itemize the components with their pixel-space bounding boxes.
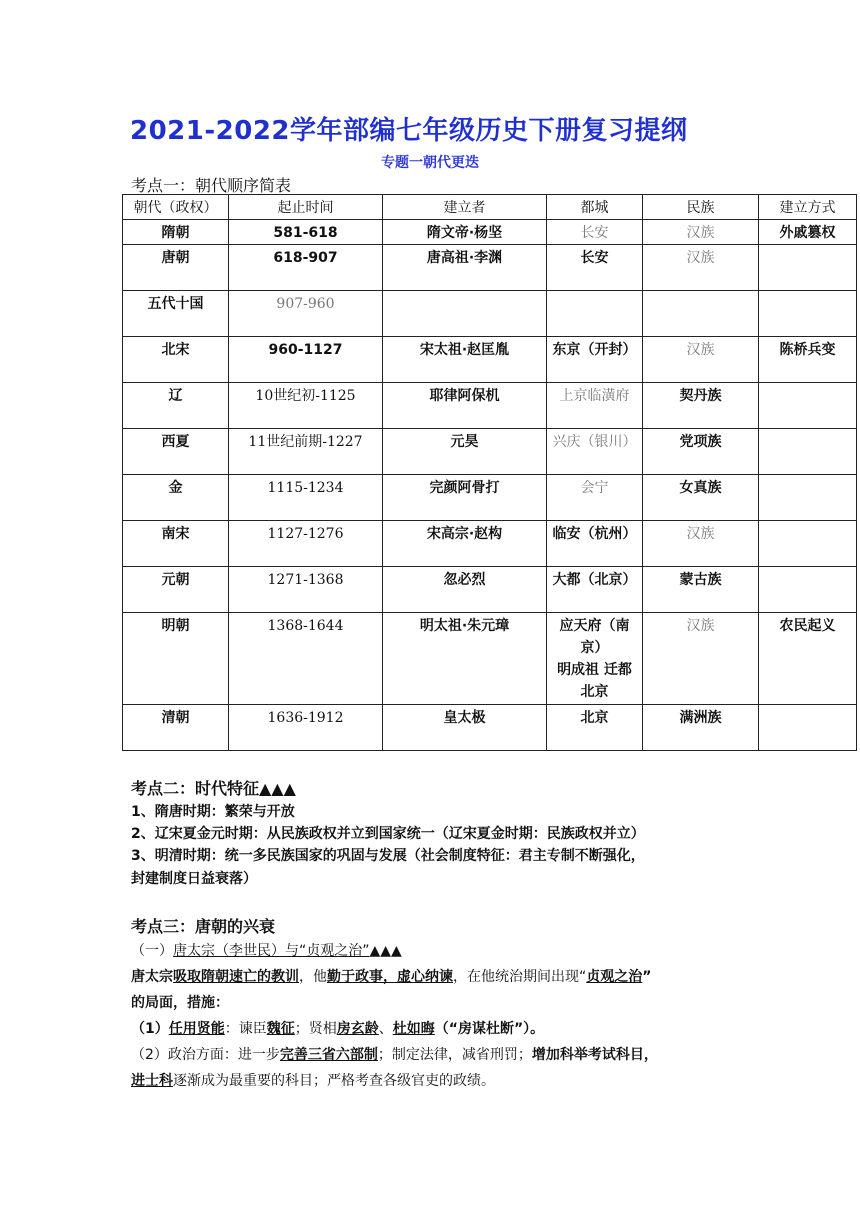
cell-capital: [547, 613, 643, 705]
cell-time: 1368-1644: [229, 613, 383, 705]
cell-ethnic: 党项族: [643, 429, 759, 475]
header-ethnic: 民族: [643, 195, 759, 220]
p2-g: 、: [378, 1021, 393, 1037]
cell-founder: 元昊: [383, 429, 547, 475]
kaodian2-item: 2、辽宋夏金元时期：从民族政权并立到国家统一（辽宋夏金时期：民族政权并立）: [131, 826, 645, 842]
paragraph-4: [131, 1070, 495, 1092]
cell-method: [759, 245, 857, 291]
cell-dynasty: 元朝: [123, 567, 229, 613]
cell-ethnic: 汉族: [643, 245, 759, 291]
cell-dynasty: 清朝: [123, 705, 229, 751]
header-capital: 都城: [547, 195, 643, 220]
cell-capital: 长安: [547, 220, 643, 245]
header-dynasty: 朝代（政权）: [123, 195, 229, 220]
cell-method: [759, 521, 857, 567]
cell-ethnic: 蒙古族: [643, 567, 759, 613]
p2-i: （“房谋杜断”）。: [434, 1021, 545, 1037]
capital-nanjing: 应天府（南京）: [559, 618, 630, 656]
cell-founder: [383, 291, 547, 337]
cell-method: [759, 291, 857, 337]
table-header-row: [123, 195, 857, 220]
cell-ethnic: 契丹族: [643, 383, 759, 429]
p1-c: ，他: [299, 969, 327, 985]
cell-capital: 临安（杭州）: [547, 521, 643, 567]
cell-method: 农民起义: [759, 613, 857, 705]
capital-beijing-move: 明成祖 迁都北京: [557, 662, 632, 700]
table-row: [123, 383, 857, 429]
sub-title: 唐太宗（李世民）与“贞观之治”: [173, 943, 370, 959]
cell-time: 960-1127: [229, 337, 383, 383]
cell-time: 1127-1276: [229, 521, 383, 567]
p1-d: 勤于政事，虚心纳谏: [327, 969, 453, 985]
cell-capital: 大都（北京）: [547, 567, 643, 613]
p1-g: ”: [642, 969, 652, 985]
cell-capital: 北京: [547, 705, 643, 751]
cell-ethnic: [643, 291, 759, 337]
p3-b: 完善三省六部制: [279, 1047, 378, 1063]
paragraph-2: [131, 1018, 544, 1040]
cell-time: 1271-1368: [229, 567, 383, 613]
cell-time: 618-907: [229, 245, 383, 291]
table-row: [123, 475, 857, 521]
kaodian2-item: 1、隋唐时期：繁荣与开放: [131, 804, 295, 820]
cell-founder: 明太祖·朱元璋: [383, 613, 547, 705]
cell-capital: 会宁: [547, 475, 643, 521]
cell-dynasty: 五代十国: [123, 291, 229, 337]
kaodian3-heading: 考点三：唐朝的兴衰: [131, 917, 276, 936]
p2-h: 杜如晦: [392, 1021, 435, 1037]
importance-markers: ▲▲▲: [369, 943, 402, 959]
p2-a: （1）: [131, 1021, 169, 1037]
document-title: 2021-2022学年部编七年级历史下册复习提纲: [130, 116, 688, 146]
cell-capital: 东京（开封）: [547, 337, 643, 383]
p2-d: 魏征: [266, 1021, 295, 1037]
table-row: [123, 429, 857, 475]
p1-e: ，在他统治期间出现“: [453, 969, 587, 985]
cell-capital: [547, 291, 643, 337]
header-method: 建立方式: [759, 195, 857, 220]
cell-time: 1115-1234: [229, 475, 383, 521]
cell-founder: 忽必烈: [383, 567, 547, 613]
header-time: 起止时间: [229, 195, 383, 220]
p2-b: 任用贤能: [168, 1021, 225, 1037]
table-row: [123, 567, 857, 613]
table-row: [123, 705, 857, 751]
cell-dynasty: 金: [123, 475, 229, 521]
kaodian2-heading: 考点二：时代特征▲▲▲: [131, 779, 296, 798]
paragraph-1-cont: 的局面，措施：: [131, 995, 229, 1011]
kaodian2-item: 封建制度日益衰落）: [131, 871, 257, 887]
cell-founder: 耶律阿保机: [383, 383, 547, 429]
cell-dynasty: 唐朝: [123, 245, 229, 291]
cell-ethnic: 汉族: [643, 613, 759, 705]
table-row: [123, 245, 857, 291]
cell-founder: 宋高宗·赵构: [383, 521, 547, 567]
cell-ethnic: 满洲族: [643, 705, 759, 751]
dynasty-table: [122, 194, 857, 751]
paragraph-3: [131, 1044, 658, 1066]
cell-ethnic: 汉族: [643, 337, 759, 383]
p3-d: 增加科举考试科目，: [531, 1047, 658, 1063]
cell-method: [759, 567, 857, 613]
cell-founder: 隋文帝·杨坚: [383, 220, 547, 245]
p1-f: 贞观之治: [586, 969, 643, 985]
cell-capital: 长安: [547, 245, 643, 291]
table-row: [123, 521, 857, 567]
cell-time: 907-960: [229, 291, 383, 337]
cell-dynasty: 西夏: [123, 429, 229, 475]
p4-a: 进士科: [131, 1073, 173, 1089]
tang-taizong-subheading: [131, 940, 402, 962]
cell-time: 10世纪初-1125: [229, 383, 383, 429]
p1-a: 唐太宗: [131, 969, 173, 985]
header-founder: 建立者: [383, 195, 547, 220]
cell-method: [759, 429, 857, 475]
cell-method: 陈桥兵变: [759, 337, 857, 383]
cell-capital: 上京临潢府: [547, 383, 643, 429]
table-row: [123, 220, 857, 245]
cell-ethnic: 女真族: [643, 475, 759, 521]
table-row: [123, 291, 857, 337]
cell-founder: 皇太极: [383, 705, 547, 751]
kaodian1-heading: 考点一：朝代顺序简表: [131, 176, 292, 195]
cell-time: 11世纪前期-1227: [229, 429, 383, 475]
sub-prefix: （一）: [131, 943, 173, 959]
cell-ethnic: 汉族: [643, 220, 759, 245]
cell-capital: 兴庆（银川）: [547, 429, 643, 475]
cell-dynasty: 隋朝: [123, 220, 229, 245]
table-row: [123, 613, 857, 705]
cell-method: 外戚篡权: [759, 220, 857, 245]
cell-dynasty: 南宋: [123, 521, 229, 567]
cell-founder: 唐高祖·李渊: [383, 245, 547, 291]
p4-b: 逐渐成为最重要的科目；严格考查各级官吏的政绩。: [173, 1073, 495, 1089]
section-subtitle: 专题一朝代更迭: [381, 155, 479, 171]
p3-c: ；制定法律，减省刑罚；: [377, 1047, 532, 1063]
cell-dynasty: 明朝: [123, 613, 229, 705]
cell-method: [759, 475, 857, 521]
cell-ethnic: 汉族: [643, 521, 759, 567]
p2-c: ：谏臣: [224, 1021, 267, 1037]
p1-b: 吸取隋朝速亡的教训: [173, 969, 299, 985]
cell-dynasty: 辽: [123, 383, 229, 429]
cell-founder: 宋太祖·赵匡胤: [383, 337, 547, 383]
p2-e: ；贤相: [294, 1021, 337, 1037]
cell-method: [759, 383, 857, 429]
paragraph-1: [131, 966, 651, 988]
cell-founder: 完颜阿骨打: [383, 475, 547, 521]
cell-time: 1636-1912: [229, 705, 383, 751]
p2-f: 房玄龄: [336, 1021, 379, 1037]
kaodian2-item: 3、明清时期：统一多民族国家的巩固与发展（社会制度特征：君主专制不断强化，: [131, 848, 645, 864]
cell-method: [759, 705, 857, 751]
cell-dynasty: 北宋: [123, 337, 229, 383]
table-row: [123, 337, 857, 383]
p3-a: （2）政治方面：进一步: [131, 1047, 280, 1063]
cell-time: 581-618: [229, 220, 383, 245]
